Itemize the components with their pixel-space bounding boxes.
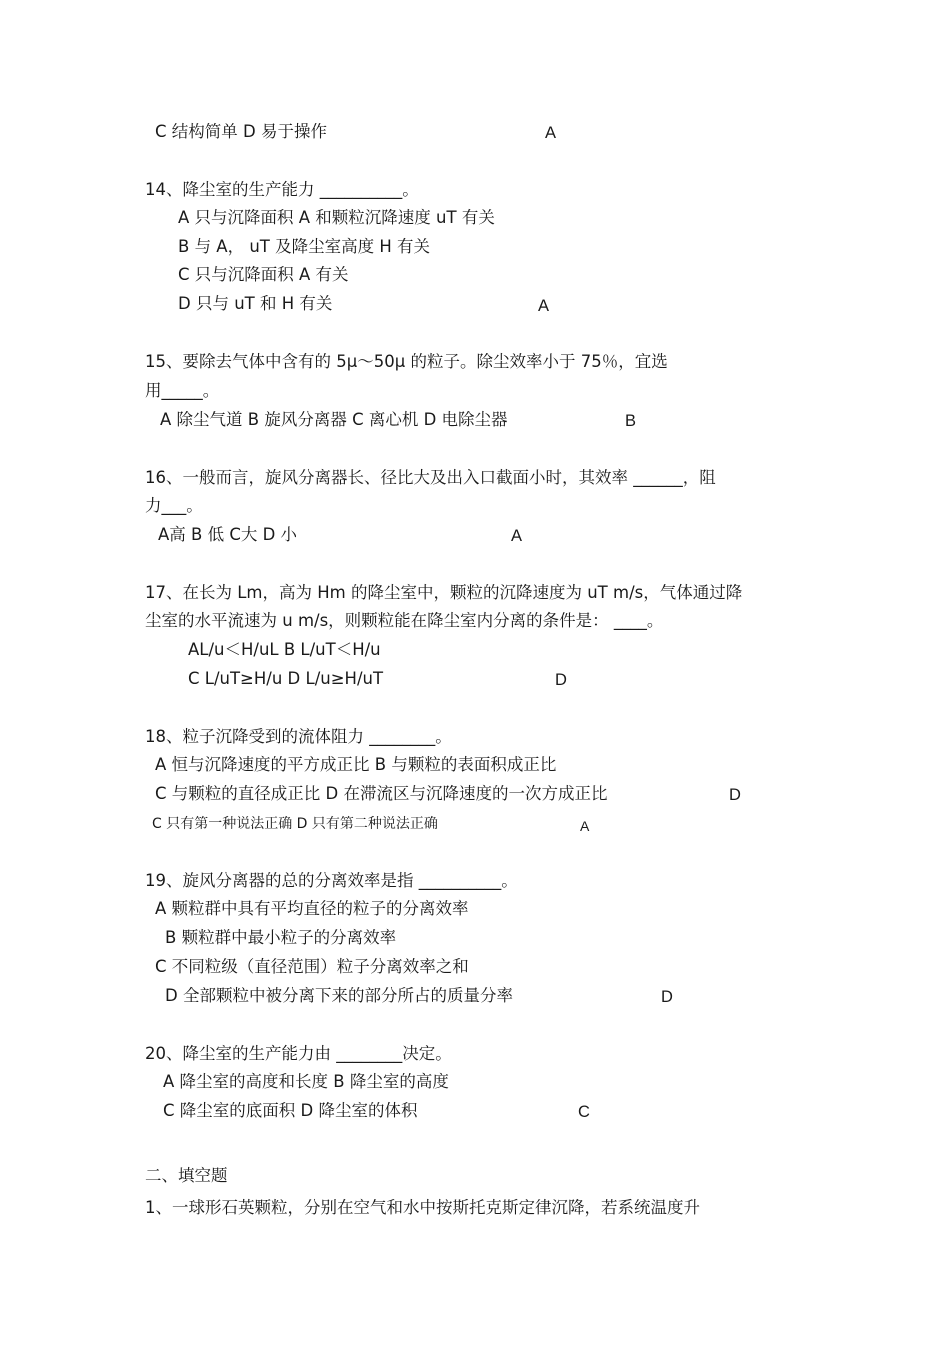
q15-question: 15、要除去气体中含有的 5μ～50μ 的粒子。除尘效率小于 75％，宜选 [145, 352, 668, 371]
q16-question: 16、一般而言，旋风分离器长、径比大及出入口截面小时，其效率 ______，阻 [145, 468, 716, 487]
q19-option-a: A 颗粒群中具有平均直径的粒子的分离效率 [155, 899, 469, 918]
q18-answer-2: A [580, 818, 590, 834]
q17-answer: D [555, 671, 567, 689]
q14-option-a: A 只与沉降面积 A 和颗粒沉降速度 uT 有关 [178, 208, 495, 227]
q19-option-b: B 颗粒群中最小粒子的分离效率 [165, 928, 397, 947]
q20-options-ab: A 降尘室的高度和长度 B 降尘室的高度 [163, 1072, 449, 1091]
q19-question: 19、旋风分离器的总的分离效率是指 __________。 [145, 871, 518, 890]
q18-extra-options: C 只有第一种说法正确 D 只有第二种说法正确 [152, 816, 438, 832]
q15-question-cont: 用_____。 [145, 381, 220, 400]
q14-option-c: C 只与沉降面积 A 有关 [178, 265, 349, 284]
q13-options-cd: C 结构简单 D 易于操作 [155, 122, 327, 141]
q17-question-cont: 尘室的水平流速为 u m/s，则颗粒能在降尘室内分离的条件是： ____。 [145, 611, 664, 630]
q18-question: 18、粒子沉降受到的流体阻力 ________。 [145, 727, 452, 746]
q15-answer: B [625, 412, 637, 430]
fill-blank-q1: 1、一球形石英颗粒，分别在空气和水中按斯托克斯定律沉降，若系统温度升 [145, 1198, 700, 1217]
q18-options-ab: A 恒与沉降速度的平方成正比 B 与颗粒的表面积成正比 [155, 755, 557, 774]
q17-options-cd: C L/uT≥H/u D L/u≥H/uT [188, 669, 384, 688]
q18-answer-1: D [729, 786, 741, 804]
q14-answer: A [538, 297, 550, 315]
q20-answer: C [578, 1103, 590, 1121]
q17-question: 17、在长为 Lm，高为 Hm 的降尘室中，颗粒的沉降速度为 uT m/s，气体通过降 [145, 583, 743, 602]
q19-answer: D [661, 988, 673, 1006]
q16-answer: A [511, 527, 523, 545]
q15-options: A 除尘气道 B 旋风分离器 C 离心机 D 电除尘器 [160, 410, 508, 429]
q19-option-d: D 全部颗粒中被分离下来的部分所占的质量分率 [165, 986, 513, 1005]
q16-options: A高 B 低 C大 D 小 [158, 525, 298, 544]
q14-option-b: B 与 A， uT 及降尘室高度 H 有关 [178, 237, 431, 256]
q17-options-ab: AL/u＜H/uL B L/uT＜H/u [188, 640, 381, 659]
q16-question-cont: 力___。 [145, 496, 203, 515]
section-heading-fill-blank: 二、填空题 [145, 1166, 228, 1185]
q14-question: 14、降尘室的生产能力 __________。 [145, 180, 419, 199]
q20-options-cd: C 降尘室的底面积 D 降尘室的体积 [163, 1101, 418, 1120]
q18-options-cd: C 与颗粒的直径成正比 D 在滞流区与沉降速度的一次方成正比 [155, 784, 608, 803]
q19-option-c: C 不同粒级（直径范围）粒子分离效率之和 [155, 957, 469, 976]
q14-option-d: D 只与 uT 和 H 有关 [178, 294, 333, 313]
q20-question: 20、降尘室的生产能力由 ________决定。 [145, 1044, 452, 1063]
q13-answer: A [545, 124, 557, 142]
